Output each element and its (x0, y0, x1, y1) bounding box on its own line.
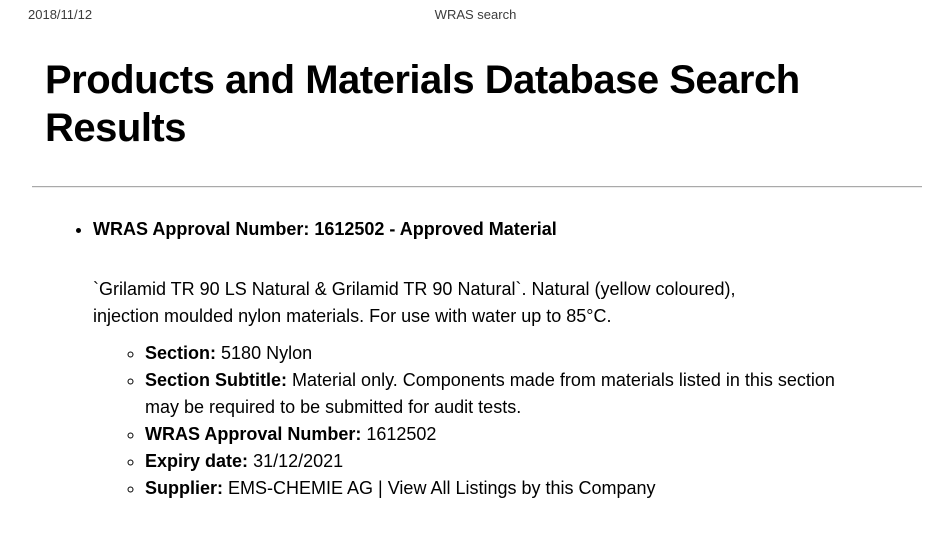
results-list (28, 216, 923, 502)
page-title: Products and Materials Database Search Results (45, 58, 800, 150)
detail-label: Expiry date: (145, 451, 249, 471)
detail-supplier (145, 475, 845, 502)
result-item (93, 216, 923, 502)
detail-value: 31/12/2021 (253, 451, 344, 471)
result-heading: WRAS Approval Number: 1612502 - Approved Material (93, 219, 557, 239)
detail-value: Material only. Components made from materials listed in this section may be required to be submitted for audit tests. (145, 370, 835, 417)
detail-section-subtitle (145, 367, 845, 421)
detail-label: Supplier: (145, 478, 224, 498)
detail-expiry-date (145, 448, 845, 475)
detail-value: 1612502 (366, 424, 437, 444)
print-doc-title: WRAS search (434, 7, 517, 22)
result-details-list (93, 340, 923, 502)
detail-label: Section: (145, 343, 217, 363)
print-date: 2018/11/12 (28, 7, 93, 22)
detail-label: Section Subtitle: (145, 370, 288, 390)
detail-value: 5180 Nylon (221, 343, 313, 363)
print-header (0, 0, 951, 26)
detail-value: EMS-CHEMIE AG | (228, 478, 383, 498)
result-description: `Grilamid TR 90 LS Natural & Grilamid TR 90 Natural`. Natural (yellow coloured), injection moulded nylon materials. For use with water up to 85°C. (93, 279, 736, 326)
detail-label: WRAS Approval Number: (145, 424, 362, 444)
view-all-listings-link[interactable]: View All Listings by this Company (387, 478, 656, 498)
page-content (0, 56, 951, 502)
divider (32, 186, 922, 188)
detail-approval-number (145, 421, 845, 448)
detail-section (145, 340, 845, 367)
